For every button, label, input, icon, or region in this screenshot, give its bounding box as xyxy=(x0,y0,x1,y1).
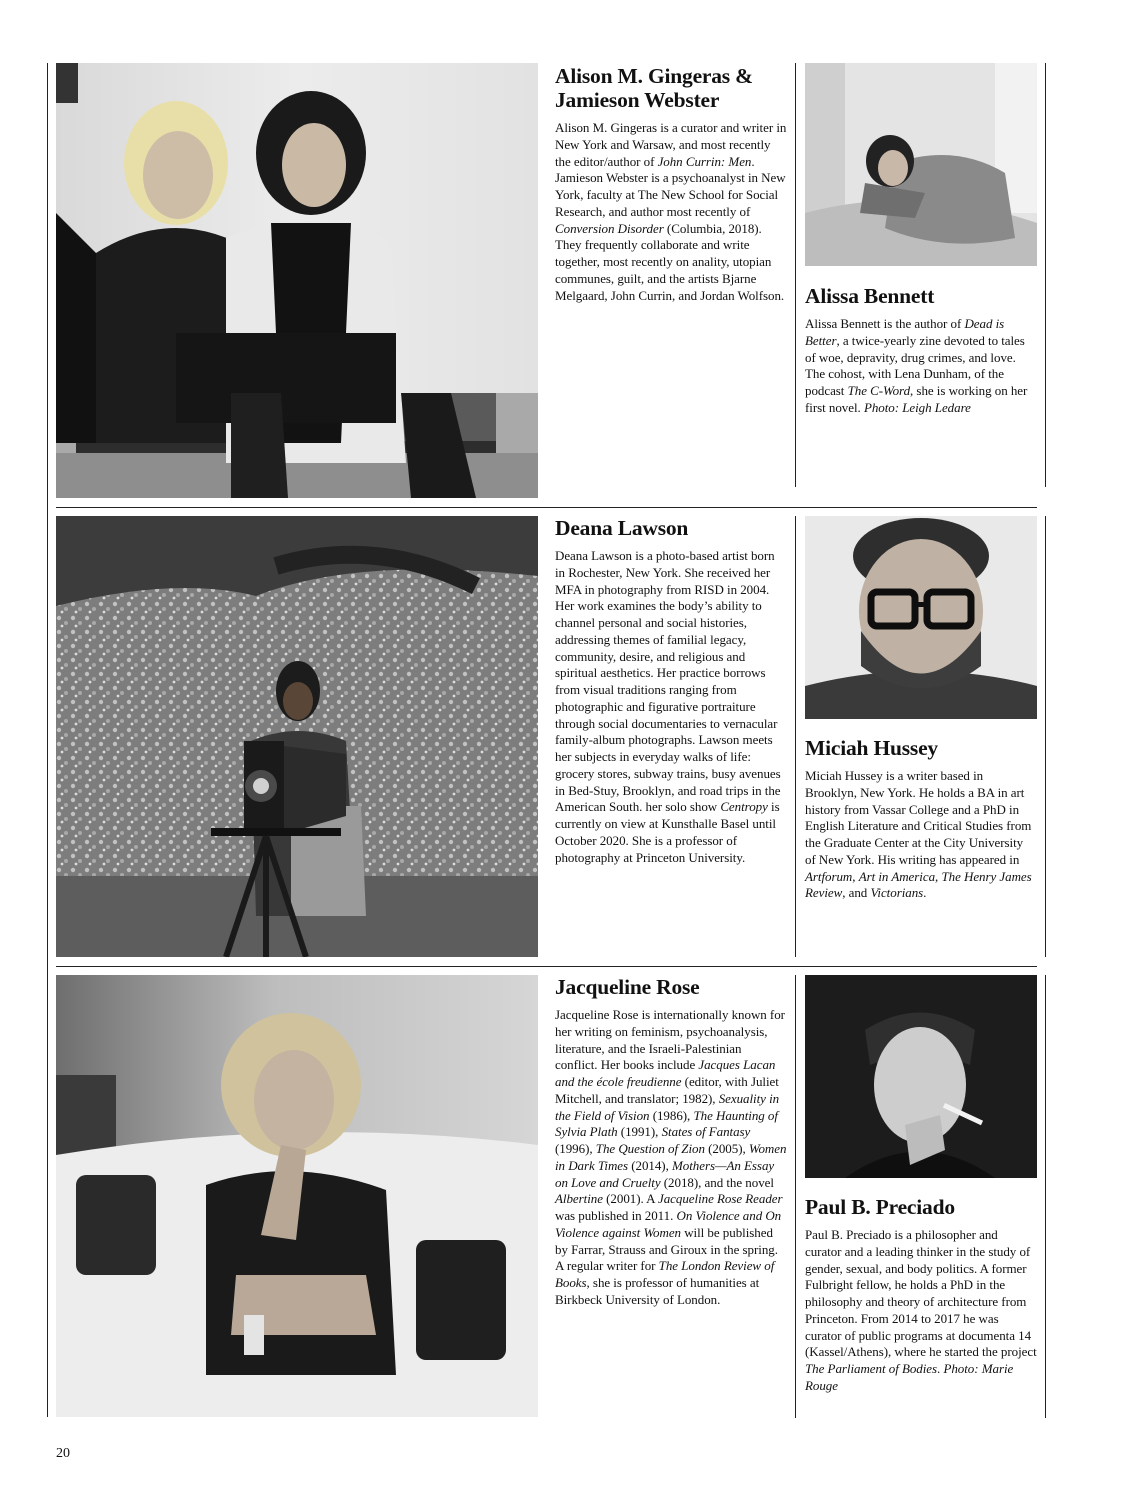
contributor-deana-lawson xyxy=(555,516,787,866)
bio-italic-run: Centropy xyxy=(720,799,768,815)
bio-italic-run: John Currin: Men xyxy=(657,153,752,169)
center-rule-row-1 xyxy=(795,63,796,487)
contributor-bio xyxy=(805,768,1037,902)
bio-text-run: Alison M. Gingeras is a curator and writer in New York and Warsaw, and most recently the editor/author of xyxy=(555,120,787,169)
contributor-name: Alissa Bennett xyxy=(805,284,935,308)
bio-text-run: (2001). A xyxy=(602,1191,658,1207)
bio-italic-run: The C-Word xyxy=(847,383,911,398)
contributor-bio xyxy=(555,548,787,866)
bio-italic-run: Photo: Marie Rouge xyxy=(805,1361,1014,1393)
bio-text-run: , and xyxy=(842,885,871,901)
bio-italic-run: The Parliament of Bodies xyxy=(805,1361,938,1376)
center-rule-row-3 xyxy=(795,975,796,1418)
bio-text-run: (Columbia, 2018). They frequently collaborate and write together, most recently on anality, utopian communes, guilt, and the artists Bjarne Melgaard, John Currin, and Jordan Wolfson. xyxy=(555,220,785,303)
contributor-bio xyxy=(555,120,787,304)
bio-italic-run: On Violence and On Violence against Women xyxy=(555,1208,782,1240)
bio-text-run: (1986), xyxy=(649,1107,694,1123)
row-divider-1 xyxy=(56,507,1037,508)
bio-text-run: Miciah Hussey is a writer based in Brooklyn, New York. He holds a BA in art history from Vassar College and a PhD in English Literature and Critical Studies from the Graduate Center at the City University of New York. His writing has appeared in xyxy=(805,768,1032,867)
bio-italic-run: The London Review of Books xyxy=(555,1258,775,1290)
bio-italic-run: The Henry James Review xyxy=(805,868,1032,901)
bio-text-run: Deana Lawson is a photo-based artist born in Rochester, New York. She received her MFA in photography from xyxy=(555,548,775,597)
bio-italic-run: The Question of Zion xyxy=(595,1141,705,1156)
bio-italic-run: States of Fantasy xyxy=(661,1124,751,1140)
bio-text-run: , she is working on her first novel. xyxy=(805,383,1028,415)
contributor-alissa-bennett xyxy=(805,284,1037,417)
contributor-gingeras-webster xyxy=(555,64,787,304)
bio-italic-run: Dead is Better xyxy=(805,316,1005,348)
contributor-paul-preciado xyxy=(805,1195,1037,1395)
photo-paul-preciado xyxy=(805,975,1037,1178)
contributor-bio xyxy=(805,1227,1037,1395)
right-rule-row-1 xyxy=(1045,63,1046,487)
contributor-miciah-hussey xyxy=(805,736,1037,902)
bio-text-run: Jacqueline Rose is internationally known for her writing on feminism, psychoanalysis, literature, and the Israeli-Palestinian conflict. Her books include xyxy=(555,1007,785,1073)
bio-text-run: will be published by Farrar, Strauss and Giroux in the spring. A regular writer for xyxy=(555,1224,778,1274)
bio-italic-run: Sexuality in the Field of Vision xyxy=(555,1090,780,1123)
bio-text-run: (2018), and the novel xyxy=(660,1174,774,1190)
bio-italic-run: Victorians xyxy=(870,885,924,901)
contributor-name: Jacqueline Rose xyxy=(555,975,700,999)
bio-text-run: (1996), xyxy=(555,1141,596,1156)
bio-text-run: (editor, with Juliet Mitchell, and translator; 1982), xyxy=(555,1074,779,1106)
photo-jacqueline-rose xyxy=(56,975,538,1417)
bio-italic-run: Jacques Lacan and the école freudienne xyxy=(555,1057,776,1089)
bio-text-run: , she is professor of humanities at Birkbeck University of London. xyxy=(555,1275,760,1307)
bio-italic-run: Conversion Disorder xyxy=(555,220,664,236)
contributor-name: Alison M. Gingeras & Jamieson Webster xyxy=(555,64,753,112)
center-rule-row-2 xyxy=(795,516,796,957)
bio-italic-run: Women in Dark Times xyxy=(555,1141,787,1173)
bio-text-run: . xyxy=(923,885,927,901)
bio-text-run: (2005), xyxy=(704,1141,749,1156)
bio-text-run: is currently on view at Kunsthalle Basel until October 2020. She is a professor of photography at Princeton University. xyxy=(555,799,780,865)
bio-text-run: (2014), xyxy=(628,1157,672,1173)
right-rule-row-3 xyxy=(1045,975,1046,1418)
bio-smallcaps-run: RISD xyxy=(694,581,724,597)
contributor-name: Paul B. Preciado xyxy=(805,1195,955,1219)
contributor-name: Deana Lawson xyxy=(555,516,689,540)
bio-italic-run: Photo: Leigh Ledare xyxy=(863,399,971,415)
bio-italic-run: Jacqueline Rose Reader xyxy=(658,1191,783,1207)
bio-text-run: , xyxy=(935,868,942,884)
bio-text-run: (1991), xyxy=(617,1124,662,1140)
bio-italic-run: Artforum xyxy=(805,868,853,884)
right-rule-row-2 xyxy=(1045,516,1046,957)
contributor-name: Miciah Hussey xyxy=(805,736,938,760)
contributor-bio xyxy=(805,316,1037,417)
row-divider-2 xyxy=(56,966,1037,967)
bio-text-run: Paul B. Preciado is a philosopher and curator and a leading thinker in the study of gender, sexual, and body politics. A former Fulbright fellow, he holds a PhD in the philosophy and theory of architecture from Princeton. From 2014 to 2017 he was curator of public programs at documenta 14 (Kassel/Athens), where he started the project xyxy=(805,1227,1037,1360)
bio-text-run: . Jamieson Webster is a psychoanalyst in New York, faculty at The New School for Social Research, and author most recently of xyxy=(555,153,786,219)
left-rule xyxy=(47,63,48,1417)
photo-deana-lawson xyxy=(56,516,538,957)
contributor-jacqueline-rose xyxy=(555,975,787,1309)
bio-italic-run: Art in America xyxy=(858,868,936,884)
bio-text-run: in 2004. Her work examines the body’s ability to channel personal and social histories, addressing themes of familial legacy, community, desire, and religious and spiritual aesthetics. Her practice borrows from visual traditions ranging from photographic and figurative portraiture through social documentaries to vernacular family-album photographs. Lawson meets her subjects in everyday walks of life: grocery stores, subway trains, busy avenues in Bed-Stuy, Brooklyn, and road trips in the American South. her solo show xyxy=(555,581,781,815)
bio-italic-run: The Haunting of Sylvia Plath xyxy=(555,1107,778,1140)
bio-text-run: , a twice-yearly zine devoted to tales of woe, depravity, drug crimes, and love. The cohost, with Lena Dunham, of the podcast xyxy=(805,332,1025,398)
photo-alissa-bennett xyxy=(805,63,1037,266)
contributor-bio xyxy=(555,1007,787,1309)
bio-text-run: , xyxy=(852,868,859,884)
bio-text-run: was published in 2011. xyxy=(555,1208,677,1223)
bio-text-run: Alissa Bennett is the author of xyxy=(805,316,965,331)
photo-gingeras-webster xyxy=(56,63,538,498)
photo-miciah-hussey xyxy=(805,516,1037,719)
bio-italic-run: Mothers—An Essay on Love and Cruelty xyxy=(555,1157,775,1190)
bio-text-run: . xyxy=(937,1361,944,1376)
page-number: 20 xyxy=(56,1446,70,1461)
bio-italic-run: Albertine xyxy=(555,1191,603,1207)
